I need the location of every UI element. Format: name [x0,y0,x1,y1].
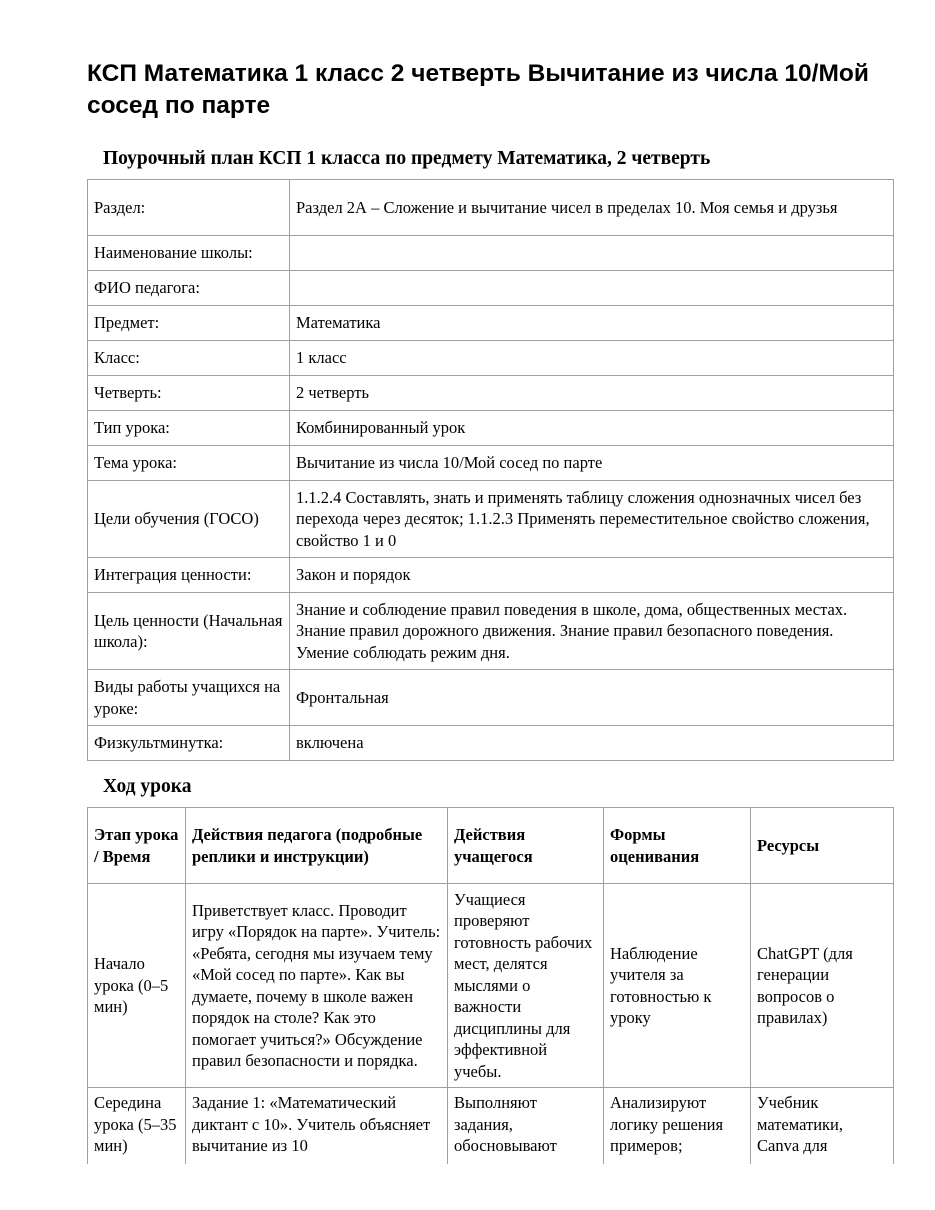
info-value [290,271,894,306]
info-row [88,726,894,761]
info-row [88,376,894,411]
info-value: Знание и соблюдение правил поведения в школе, дома, общественных местах. Знание правил дорожного движения. Знание правил безопасного поведения. Умение соблюдать режим дня. [290,593,894,670]
plan-section-heading: Поурочный план КСП 1 класса по предмету Математика, 2 четверть [103,148,711,169]
info-row [88,411,894,446]
lesson-row [88,884,894,1088]
lesson-column-header: Ресурсы [751,808,894,884]
lesson-column-header: Действия учащегося [448,808,604,884]
info-value: 2 четверть [290,376,894,411]
info-row [88,593,894,670]
info-value: Вычитание из числа 10/Мой сосед по парте [290,446,894,481]
lesson-column-header: Действия педагога (подробные реплики и инструкции) [186,808,448,884]
info-key: Четверть: [88,376,290,411]
info-key: Предмет: [88,306,290,341]
info-key: Тема урока: [88,446,290,481]
lesson-cell-student: Выполняют задания, обосновывают [448,1088,604,1208]
lesson-cell-teacher: Задание 1: «Математический диктант с 10». Учитель объясняет вычитание из 10 [186,1088,448,1208]
lesson-cell-stage: Начало урока (0–5 мин) [88,884,186,1088]
lesson-column-header: Формы оценивания [604,808,751,884]
lesson-cell-teacher: Приветствует класс. Проводит игру «Порядок на парте». Учитель: «Ребята, сегодня мы изучаем тему «Мой сосед по парте». Как вы думаете, почему в школе важен порядок на столе? Как это помогает учиться?» Обсуждение правил безопасности и порядка. [186,884,448,1088]
info-row [88,446,894,481]
info-key: ФИО педагога: [88,271,290,306]
info-key: Раздел: [88,180,290,236]
info-value: Раздел 2А – Сложение и вычитание чисел в пределах 10. Моя семья и друзья [290,180,894,236]
info-row [88,236,894,271]
info-value: Закон и порядок [290,558,894,593]
lesson-flow-table [87,807,894,1208]
lesson-cell-stage: Середина урока (5–35 мин) [88,1088,186,1208]
info-key: Цель ценности (Начальная школа): [88,593,290,670]
info-value: 1 класс [290,341,894,376]
info-row [88,558,894,593]
page-bottom-margin [0,1164,935,1210]
info-key: Интеграция ценности: [88,558,290,593]
info-value: включена [290,726,894,761]
info-key: Цели обучения (ГОСО) [88,481,290,558]
info-value: Фронтальная [290,670,894,726]
lesson-cell-assessment: Наблюдение учителя за готовностью к уроку [604,884,751,1088]
info-row [88,481,894,558]
info-row [88,180,894,236]
info-value: Комбинированный урок [290,411,894,446]
lesson-info-table [87,179,894,761]
info-value [290,236,894,271]
info-key: Класс: [88,341,290,376]
page-title: КСП Математика 1 класс 2 четверть Вычитание из числа 10/Мой сосед по парте [87,60,869,119]
info-key: Физкультминутка: [88,726,290,761]
info-key: Наименование школы: [88,236,290,271]
info-value: 1.1.2.4 Составлять, знать и применять таблицу сложения однозначных чисел без перехода через десяток; 1.1.2.3 Применять переместительное свойство сложения, свойство 1 и 0 [290,481,894,558]
info-row [88,341,894,376]
info-value: Математика [290,306,894,341]
lesson-cell-student: Учащиеся проверяют готовность рабочих мест, делятся мыслями о важности дисциплины для эффективной учебы. [448,884,604,1088]
lesson-cell-assessment: Анализируют логику решения примеров; [604,1088,751,1208]
lesson-column-header: Этап урока / Время [88,808,186,884]
info-key: Тип урока: [88,411,290,446]
lesson-cell-resources: Учебник математики, Canva для [751,1088,894,1208]
lesson-flow-heading: Ход урока [103,776,192,797]
info-row [88,306,894,341]
info-key: Виды работы учащихся на уроке: [88,670,290,726]
info-row [88,271,894,306]
lesson-cell-resources: ChatGPT (для генерации вопросов о правилах) [751,884,894,1088]
info-row [88,670,894,726]
lesson-header-row [88,808,894,884]
